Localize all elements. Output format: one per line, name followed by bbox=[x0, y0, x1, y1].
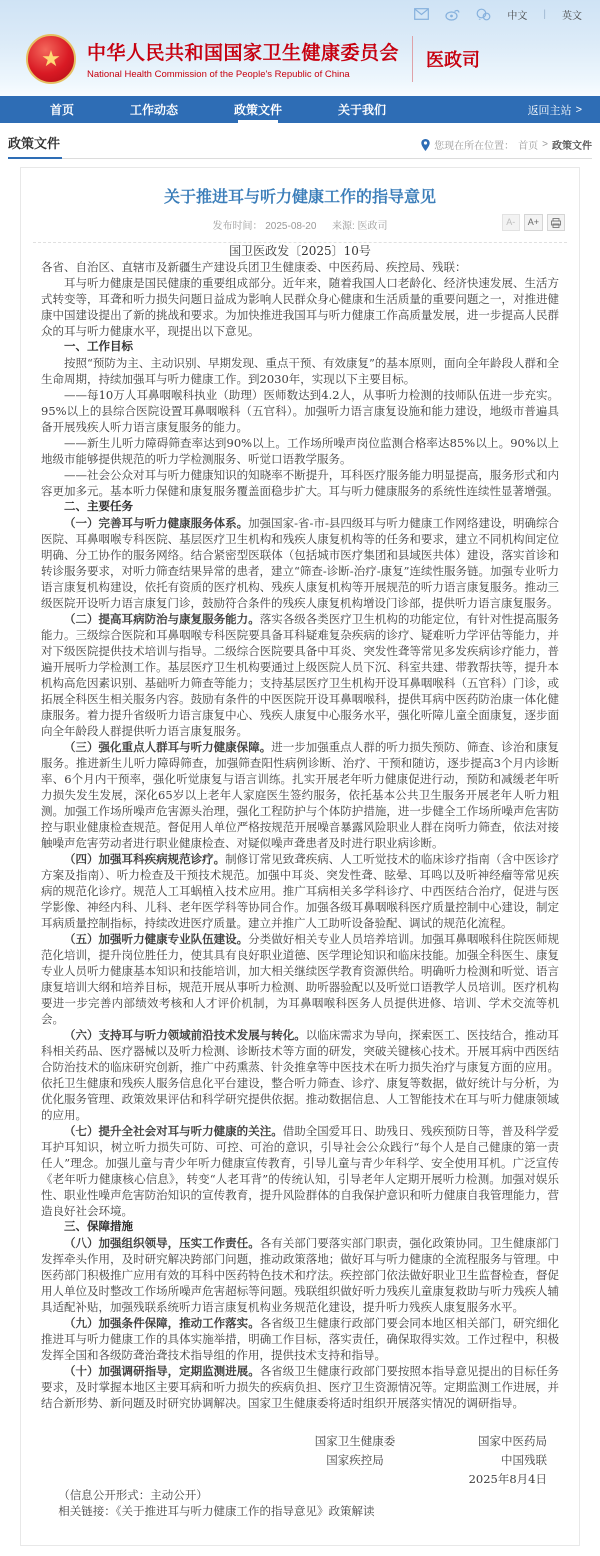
lang-chinese-link[interactable]: 中文 bbox=[507, 10, 528, 22]
paragraph-text: 进一步加强重点人群的听力损失预防、筛查、诊治和康复服务。推进新生儿听力障碍筛查，加强筛查阳性病例诊断、治疗、干预和随访，逐步提高3个月内诊断率、6个月内干预率，强化听觉康复与语言训练。扎实开展老年听力健康促进行动，预防和减缓老年听力损失发生发展，深化65岁以上老年人家庭医生签约服务，依托基本公共卫生服务开展老年人听力粗测。加强工作场所噪声危害源头治理，强化工程防护与个体防护措施，进一步健全工作场所噪声危害防控与职业健康检查规范。督促用人单位严格按规范开展噪音暴露风险职业人群在岗听力筛查，依法对接触噪声危害劳动者进行职业健康检查、对疑似噪声聋患者及时进行职业病诊断。 bbox=[41, 740, 560, 850]
lang-separator: | bbox=[543, 8, 546, 20]
doc-paragraph bbox=[41, 1363, 559, 1411]
paragraph-lead: （六）支持耳与听力领域前沿技术发展与转化。 bbox=[64, 1028, 306, 1042]
doc-paragraph: 耳与听力健康是国民健康的重要组成部分。近年来，随着我国人口老龄化、经济快速发展、生活方式转变等，耳聋和听力损失问题日益成为影响人民群众身心健康和生活质量的重要问题之一，对推进健康中国建设提出了新的挑战和要求。为加快推进我国耳与听力健康工作高质量发展，进一步提高人民群众的耳与听力健康水平，现提出以下意见。 bbox=[41, 276, 559, 338]
breadcrumb bbox=[8, 133, 592, 159]
signer-tcm-admin: 国家中医药局 bbox=[478, 1434, 547, 1448]
doc-paragraph bbox=[41, 611, 559, 739]
doc-paragraph bbox=[41, 1315, 559, 1363]
doc-paragraph: ——社会公众对耳与听力健康知识的知晓率不断提升，耳科医疗服务能力明显提高，服务形式和内容更加多元。基本听力保健和康复服务覆盖面稳步扩大。耳与听力健康服务的系统性连续性显著增强。 bbox=[41, 468, 559, 498]
paragraph-text: 制修订常见致聋疾病、人工听觉技术的临床诊疗指南（含中医诊疗方案及指南）、听力检查及干预技术规范。加强中耳炎、突发性聋、眩晕、耳鸣以及听神经瘤等常见疾病的规范化诊疗。规范人工耳蜗植入技术应用。推广耳病相关多学科诊疗、中西医结合治疗，促进与医学影像、神经内科、儿科、老年医学科等协同合作。加强各级耳鼻咽喉科医疗质量控制中心建设，制定耳病质量控制指标，持续改进医疗质量。建立并推广人工助听设备验配、调试的规范化流程。 bbox=[41, 852, 560, 930]
publish-date: 2025-08-20 bbox=[265, 221, 317, 232]
masthead bbox=[0, 0, 600, 96]
org-name-cn: 中华人民共和国国家卫生健康委员会 bbox=[87, 43, 400, 64]
paragraph-text: 落实各级各类医疗卫生机构的功能定位，有针对性提高服务能力。三级综合医院和耳鼻咽喉专科医院要具备耳科疑难复杂疾病的诊疗、疑难听力学评估等能力，并对下级医院提供技术培训与指导。二级综合医院要具备中耳炎、突发性聋等常见多发疾病诊疗能力，普遍开展听力学检测工作。基层医疗卫生机构要通过上级医院人员下沉、科室共建、带教帮扶等，提升本机构高危因素识别、基础听力筛查等能力；支持基层医疗卫生机构开设耳鼻咽喉科（五官科）门诊，或拓展全科医生相关服务内容。鼓励有条件的中医医院开设耳鼻咽喉科，提供耳病中医药防治康一体化健康服务。着力提升省级听力语言康复中心、残疾人康复中心服务水平，强化听障儿童全面康复，逐步面向全年龄段人群提供听力语言康复服务。 bbox=[41, 612, 559, 738]
article-meta bbox=[33, 217, 567, 243]
paragraph-text: 以临床需求为导向，探索医工、医技结合，推动耳科相关药品、医疗器械以及听力检测、诊断技术等方面的研发，突破关键核心技术。开展耳病中西医结合防治技术的临床研究创新，推广中药熏蒸、针灸推拿等中医技术在听力损失治疗与康复方面的应用。依托卫生健康和残疾人服务信息化平台建设，整合听力筛查、诊疗、康复等数据，做好统计与分析，为优化服务管理、政策效果评估和科学研究提供依据。推动数据信息、人工智能技术在耳与听力健康领域的应用。 bbox=[41, 1028, 559, 1122]
doc-paragraph bbox=[41, 851, 559, 931]
nav-item-work-news[interactable]: 工作动态 bbox=[130, 103, 179, 117]
nav-item-about-us[interactable]: 关于我们 bbox=[338, 103, 387, 117]
lang-english-link[interactable]: 英文 bbox=[562, 10, 582, 22]
paragraph-text: 加强国家-省-市-县四级耳与听力健康工作网络建设，明确综合医院、耳鼻咽喉专科医院、基层医疗卫生机构和残疾人康复机构等的任务和要求，建立不同机构间定位明确、分工协作的服务网络。结合紧密型医联体（包括城市医疗集团和县域医共体）建设，落实首诊和转诊服务要求，对听力筛查结果异常的患者，建立“筛查-诊断-治疗-康复”连续性服务链。加强专业听力语言康复机构建设，依托有资质的医疗机构、残疾人康复机构等开展规范的听力语言康复服务。推动三级医院开设听力语言康复门诊，鼓励符合条件的残疾人康复机构增设门诊部，提供听力语言康复服务。 bbox=[41, 516, 559, 610]
doc-paragraph: 按照“预防为主、主动识别、早期发现、重点干预、有效康复”的基本原则，面向全年龄段人群和全生命周期，持续加强耳与听力健康工作。到2030年，实现以下主要目标。 bbox=[41, 356, 559, 386]
source-label: 来源: bbox=[331, 221, 355, 232]
brand-text bbox=[87, 38, 399, 80]
publish-time-label: 发布时间： bbox=[212, 221, 263, 232]
document-number: 国卫医政发〔2025〕10号 bbox=[229, 244, 371, 258]
paragraph-lead: （二）提高耳病防治与康复服务能力。 bbox=[64, 612, 260, 626]
paragraph-text: 分类做好相关专业人员培养培训。加强耳鼻咽喉科住院医师规范化培训，提升岗位胜任力，使其具有良好职业道德、医学理论知识和临床技能。加强全科医生、康复专业人员听力健康基本知识和技能培训，加大相关继续医学教育资源供给。明确听力检测和听觉、语言康复培训大纲和培养目标，规范开展从事听力检测、助听器验配以及听觉口语教学人员培训。医疗机构要进一步完善内部绩效考核和人才评价机制，为耳鼻咽喉科医务人员提供进修、培训、学术交流等机会。 bbox=[41, 932, 560, 1026]
section-heading-3: 三、保障措施 bbox=[64, 1221, 133, 1233]
wechat-icon[interactable] bbox=[476, 8, 491, 21]
nav-item-policy-documents[interactable]: 政策文件 bbox=[234, 96, 282, 123]
location-label: 您现在所在位置： bbox=[434, 141, 515, 152]
source-value: 医政司 bbox=[357, 221, 388, 232]
org-name-en: National Health Commission of the People's Republic of China bbox=[87, 69, 350, 80]
doc-paragraph bbox=[41, 739, 559, 851]
weibo-icon[interactable] bbox=[445, 8, 460, 21]
location-pin-icon bbox=[421, 139, 430, 151]
paragraph-lead: （三）强化重点人群耳与听力健康保障。 bbox=[64, 740, 272, 754]
font-smaller-button[interactable]: A- bbox=[502, 214, 520, 231]
paragraph-text: 各省级卫生健康行政部门要按照本指导意见提出的目标任务要求，及时掌握本地区主要耳病和听力损失的疾病负担、医疗卫生资源情况等。定期监测工作进展，并结合新形势、新问题及时研究协调解决。国家卫生健康委将适时组织开展落实情况的调研指导。 bbox=[41, 1364, 559, 1410]
printer-icon bbox=[551, 218, 561, 228]
paragraph-lead: （五）加强听力健康专业队伍建设。 bbox=[64, 932, 249, 946]
doc-paragraph: ——每10万人耳鼻咽喉科执业（助理）医师数达到4.2人，从事听力检测的技师队伍进一步充实。95%以上的县综合医院设置耳鼻咽喉科（五官科）。加强听力语言康复设施和能力建设，地级市普遍具备开展残疾人听力语言康复服务的能力。 bbox=[41, 388, 559, 434]
chevron-right-icon: > bbox=[575, 103, 582, 116]
breadcrumb-home-link[interactable]: 首页 bbox=[518, 141, 539, 152]
print-button[interactable] bbox=[547, 214, 565, 231]
paragraph-lead: （八）加强组织领导，压实工作责任。 bbox=[64, 1236, 260, 1250]
signer-nhc: 国家卫生健康委 bbox=[314, 1434, 396, 1448]
paragraph-lead: （七）提升全社会对耳与听力健康的关注。 bbox=[64, 1124, 283, 1138]
return-main-site-link[interactable] bbox=[528, 102, 582, 118]
document-body bbox=[33, 243, 567, 1519]
font-larger-button[interactable]: A+ bbox=[524, 214, 543, 231]
related-policy-interpretation-link[interactable]: 《关于推进耳与听力健康工作的指导意见》政策解读 bbox=[115, 1504, 375, 1518]
signature-block bbox=[41, 1433, 559, 1487]
section-heading-2: 二、主要任务 bbox=[64, 501, 133, 513]
nav-item-home[interactable]: 首页 bbox=[50, 103, 75, 117]
paragraph-text: 各省级卫生健康行政部门要会同本地区相关部门，研究细化推进耳与听力健康工作的具体实施举措，明确工作目标，落实责任，确保取得实效。工作过程中，积极发挥全国和各级防聋治聋技术指导组的作用，提供技术支持和指导。 bbox=[41, 1316, 559, 1362]
article-tools bbox=[502, 214, 565, 231]
paragraph-text: 各有关部门要落实部门职责，强化政策协同。卫生健康部门发挥牵头作用，及时研究解决跨部门问题，推动政策落地；做好耳与听力健康的全流程服务与管理。中医药部门积极推广应用有效的耳科中医药特色技术和疗法。疾控部门依法做好职业卫生监督检查，督促用人单位及时整改工作场所噪声危害超标等问题。残联组织做好听力残疾儿童康复救助与听力残疾人辅具适配补贴，加强残联系统听力语言康复机构业务规范化建设，提升听力残疾人康复服务水平。 bbox=[41, 1236, 559, 1314]
related-links-label: 相关链接： bbox=[58, 1504, 116, 1518]
breadcrumb-current: 政策文件 bbox=[552, 141, 592, 152]
breadcrumb-section-title: 政策文件 bbox=[8, 136, 61, 151]
breadcrumb-separator: > bbox=[542, 139, 548, 150]
doc-paragraph bbox=[41, 1235, 559, 1315]
doc-paragraph bbox=[41, 1123, 559, 1219]
paragraph-lead: （四）加强耳科疾病规范诊疗。 bbox=[64, 852, 226, 866]
article-container bbox=[20, 167, 580, 1546]
paragraph-lead: （十）加强调研指导，定期监测进展。 bbox=[64, 1364, 260, 1378]
doc-paragraph bbox=[41, 931, 559, 1027]
related-links-row bbox=[41, 1503, 559, 1519]
national-emblem-icon: ★ bbox=[26, 34, 76, 84]
topbar bbox=[0, 0, 600, 28]
disclosure-note: （信息公开形式：主动公开） bbox=[58, 1488, 208, 1502]
paragraph-lead: （九）加强条件保障，推动工作落实。 bbox=[64, 1316, 260, 1330]
paragraph-lead: （一）完善耳与听力健康服务体系。 bbox=[64, 516, 249, 530]
doc-salutation: 各省、自治区、直辖市及新疆生产建设兵团卫生健康委、中医药局、疾控局、残联： bbox=[41, 260, 467, 274]
signer-cdc-admin: 国家疾控局 bbox=[326, 1453, 384, 1467]
doc-paragraph bbox=[41, 515, 559, 611]
signature-date: 2025年8月4日 bbox=[468, 1472, 547, 1486]
brand-divider bbox=[412, 36, 413, 82]
brand-row bbox=[0, 28, 600, 96]
doc-paragraph bbox=[41, 1027, 559, 1123]
department-name: 医政司 bbox=[426, 50, 481, 70]
main-nav bbox=[0, 96, 600, 123]
section-heading-1: 一、工作目标 bbox=[64, 341, 133, 353]
doc-paragraph: ——新生儿听力障碍筛查率达到90%以上。工作场所噪声岗位监测合格率达85%以上。90%以上地级市能够提供规范的听力学检测服务、听觉口语教学服务。 bbox=[41, 436, 559, 466]
mail-icon[interactable] bbox=[414, 8, 429, 20]
paragraph-text: 借助全国爱耳日、助残日、残疾预防日等，普及科学爱耳护耳知识，树立听力损失可防、可控、可治的意识，引导社会公众践行“每个人是自己健康的第一责任人”理念。加强儿童与青少年听力健康宣传教育，引导儿童与青少年科学、安全使用耳机。广泛宣传《老年听力健康核心信息》，转变“人老耳背”的传统认知，引导老年人定期开展听力检测。加强对娱乐性、职业性噪声危害防治知识的宣传教育，提升风险群体的自我保护意识和听力健康自我管理能力，营造良好社会环境。 bbox=[41, 1124, 560, 1218]
article-title: 关于推进耳与听力健康工作的指导意见 bbox=[163, 189, 436, 206]
return-main-site-label: 返回主站 bbox=[527, 104, 572, 117]
breadcrumb-path bbox=[421, 137, 592, 152]
signer-disabled-federation: 中国残联 bbox=[501, 1453, 547, 1467]
